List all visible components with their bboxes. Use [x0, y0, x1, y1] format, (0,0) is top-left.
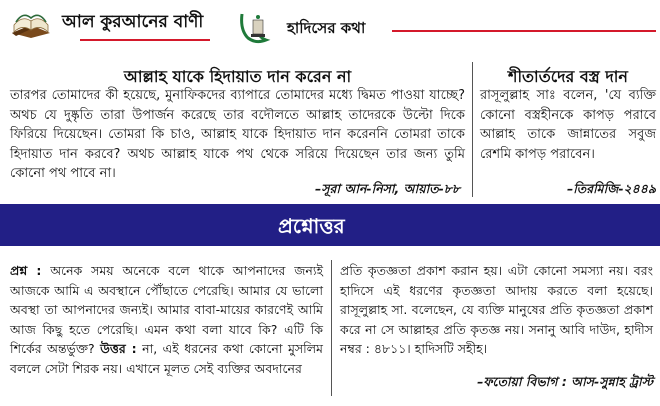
quran-header-rule	[80, 39, 210, 41]
question-label: প্রশ্ন :	[10, 263, 42, 278]
quran-article-body: তারপর তোমাদের কী হয়েছে, মুনাফিকদের ব্যাপারে তোমাদের মধ্যে দ্বিমত পাওয়া যাচ্ছে? অথচ যে দুষ্কৃতি তারা উপার্জন করেছে তার বদৌলতে আল্লাহ তাদেরকে উল্টো দিকে ফিরিয়ে দিয়েছেন। তোমরা কি চাও, আল্লাহ যাকে হিদায়াত দান করেননি তোমরা তাকে হিদায়াত দান করবে? অথচ আল্লাহ যাকে পথ থেকে সরিয়ে দিয়েছেন তার জন্য তুমি কোনো পথ পাবে না।	[10, 88, 465, 181]
hadith-header-rule	[392, 30, 656, 32]
hadith-source: –তিরমিজি-২৪৪৯	[566, 181, 656, 196]
qa-right-column	[340, 261, 653, 359]
qa-column-divider	[331, 260, 332, 396]
quran-section-title: আল কুরআনের বাণী	[62, 12, 204, 32]
quran-source: –সূরা আন-নিসা, আয়াত-৮৮	[315, 181, 460, 196]
hadith-article-body: রাসূলুল্লাহ সাঃ বলেন, 'যে ব্যক্তি কোনো বস্ত্রহীনকে কাপড় পরাবে আল্লাহ তাকে জান্নাতের সবুজ রেশমি কাপড় পরাবেন।	[480, 88, 656, 162]
answer-label: উত্তর :	[100, 341, 137, 356]
hadith-article-title: শীতার্তদের বস্ত্র দান	[508, 67, 628, 86]
quran-article-title: আল্লাহ যাকে হিদায়াত দান করেন না	[123, 67, 352, 86]
qa-banner-title: প্রশ্নোত্তর	[278, 214, 345, 238]
qa-left-column	[10, 261, 323, 378]
qa-banner	[0, 204, 660, 246]
question-text: অনেক সময় অনেকে বলে থাকে আপনাদের জন্যই আজকে আমি এ অবস্থানে পৌঁছাতে পেরেছি। আমার যে ভালো অবস্থা তা আপনাদের জন্যই। আমার বাবা-মায়ের কারণেই আমি আজ কিছু হতে পেরেছি। এমন কথা বলা যাবে কি? এটি কি শির্কের অন্তর্ভুক্ত?	[10, 263, 323, 356]
hadith-logo-icon	[236, 8, 274, 48]
answer-continuation: প্রতি কৃতজ্ঞতা প্রকাশ করান হয়। এটা কোনো সমস্যা নয়। বরং হাদিসে এই ধরণের কৃতজ্ঞতা আদায় করতে বলা হয়েছে। রাসূলুল্লাহ সা. বলেছেন, যে ব্যক্তি মানুষের প্রতি কৃতজ্ঞতা প্রকাশ করে না সে আল্লাহর প্রতি কৃতজ্ঞ নয়। সনানু আবি দাউদ, হাদীস নম্বর : ৪৮১১। হাদিসটি সহীহ।	[340, 263, 653, 356]
column-divider	[472, 62, 473, 197]
quran-book-icon	[6, 5, 56, 39]
qa-source: –ফতোয়া বিভাগ : আস-সুন্নাহ ট্রাস্ট	[477, 374, 653, 389]
answer-text: না, এই ধরনের কথা কোনো মুসলিম বললে সেটা শিরক নয়। এখানে মূলত সেই ব্যক্তির অবদানের	[10, 341, 323, 376]
hadith-section-title: হাদিসের কথা	[287, 19, 366, 37]
